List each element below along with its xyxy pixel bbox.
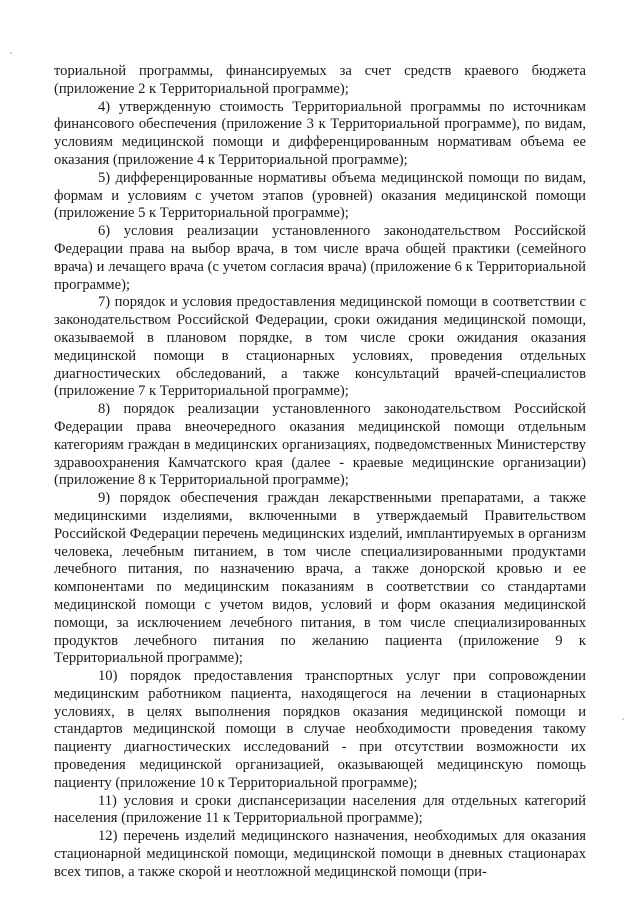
paragraph-item-11: 11) условия и сроки диспансеризации населения для отдельных категорий населения (приложение 11 к Территориальной программе); (54, 792, 586, 827)
paragraph-item-10: 10) порядок предоставления транспортных услуг при сопровождении медицинским работником пациента, находящегося на лечении в стационарных условиях, в целях выполнения порядков оказания медицинской помощи и стандартов медицинской помощи в случае необходимости проведения такому пациенту диагностических исследований - при отсутствии возможности их проведения медицинской организацией, оказывающей медицинскую помощь пациенту (приложение 10 к Территориальной программе); (54, 668, 586, 791)
paragraph-item-4: 4) утвержденную стоимость Территориальной программы по источникам финансового обеспечения (приложение 3 к Территориальной программе), по видам, условиям медицинской помощи и дифференцированным нормативам объема ее оказания (приложение 4 к Территориальной программе); (54, 98, 586, 168)
paragraph-item-9: 9) порядок обеспечения граждан лекарственными препаратами, а также медицинскими изделиями, включенными в утверждаемый Правительством Российской Федерации перечень медицинских изделий, имплантируемых в организм человека, лечебным питанием, в том числе специализированными продуктами лечебного питания, по назначению врача, а также донорской кровью и ее компонентами по медицинским показаниям в соответствии со стандартами медицинской помощи с учетом видов, условий и форм оказания медицинской помощи, за исключением лечебного питания, в том числе специализированных продуктов лечебного питания по желанию пациента (приложение 9 к Территориальной программе); (54, 490, 586, 667)
scan-speck (622, 718, 624, 720)
document-page (54, 63, 586, 882)
paragraph-item-7: 7) порядок и условия предоставления медицинской помощи в соответствии с законодательством Российской Федерации, сроки ожидания медицинской помощи, оказываемой в плановом порядке, в том числе сроки ожидания оказания медицинской помощи в стационарных условиях, проведения отдельных диагностических обследований, а также консультаций врачей-специалистов (приложение 7 к Территориальной программе); (54, 294, 586, 400)
paragraph-item-12: 12) перечень изделий медицинского назначения, необходимых для оказания стационарной медицинской помощи, медицинской помощи в дневных стационарах всех типов, а также скорой и неотложной медицинской помощи (при- (54, 828, 586, 880)
paragraph-item-5: 5) дифференцированные нормативы объема медицинской помощи по видам, формам и условиям с учетом этапов (уровней) оказания медицинской помощи (приложение 5 к Территориальной программе); (54, 169, 586, 222)
scan-speck (10, 52, 12, 54)
paragraph-item-8: 8) порядок реализации установленного законодательством Российской Федерации права внеочередного оказания медицинской помощи отдельным категориям граждан в медицинских организациях, подведомственных Министерству здравоохранения Камчатского края (далее - краевые медицинские организации) (приложение 8 к Территориальной программе); (54, 401, 586, 489)
paragraph-continuation: ториальной программы, финансируемых за счет средств краевого бюджета (приложение 2 к Территориальной программе); (54, 63, 586, 97)
paragraph-item-6: 6) условия реализации установленного законодательством Российской Федерации права на выбор врача, в том числе врача общей практики (семейного врача) и лечащего врача (с учетом согласия врача) (приложение 6 к Территориальной программе); (54, 223, 586, 293)
